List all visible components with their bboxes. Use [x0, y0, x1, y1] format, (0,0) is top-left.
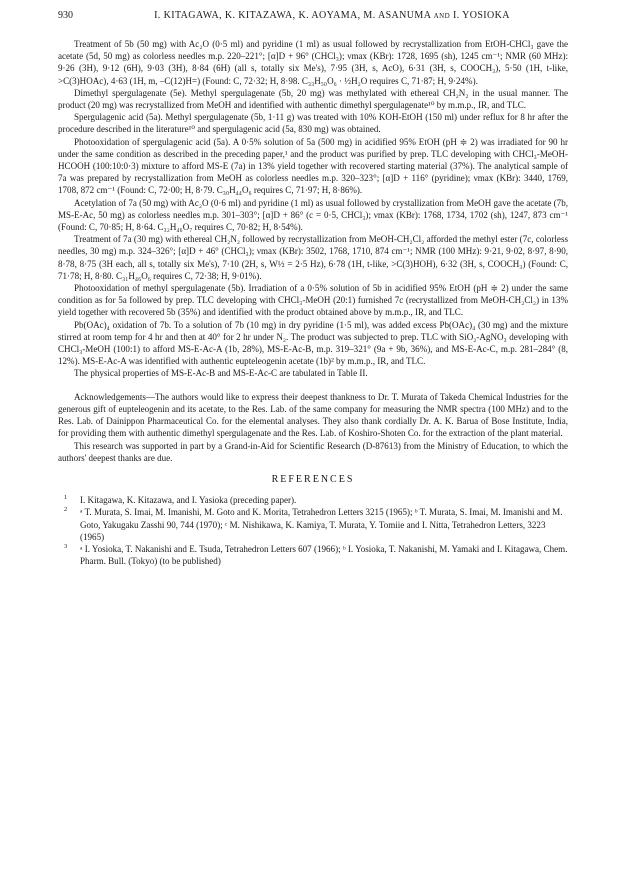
- paragraph-photooxidation-5a: Photooxidation of spergulagenic acid (5a). A 0·5% solution of 5a (500 mg) in acidified 95% EtOH (pH ≑ 2) was irradiated for 90 hr under the same condition as described in the preceding paper,¹ and the product was purified by prep. TLC developing with CHCl₃-MeOH-HCOOH (100:10:0·3) mixture to afford MS-E (7a) in 13% yield together with recovered starting material (37%). The analytical sample of 7a was prepared by recrystallization from MeOH as colorless needles m.p. 320–323°; [α]D + 116° (pyridine); νmax (KBr): 3440, 1769, 1708, 872 cm⁻¹ (Found: C, 72·00; H, 8·79. C₃₀H₄₄O₆ requires C, 71·97; H, 8·86%).: [58, 136, 568, 196]
- reference-list: [58, 494, 568, 567]
- reference-text: I. Kitagawa, K. Kitazawa, and I. Yasioka (preceding paper).: [80, 495, 297, 506]
- reference-number: 1: [64, 494, 68, 502]
- section-gap: [58, 380, 568, 391]
- acknowledgements-paragraph: Acknowledgements—The authors would like to express their deepest thankness to Dr. T. Murata of Takeda Chemical Industries for the generous gift of eupteleogenin and its acetate, to the Res. Lab. of the same company for measuring the NMR spectra (100 MHz) and to the Res. Lab. of Dainippon Pharmaceutical Co. for the elemental analyses. They also thank cordially Dr. A. K. Barua of Bose Institute, India, for providing them with authentic dimethyl spergulagenate and the Res. Lab. of Koshiro-Shoten Co. for the extraction of the plant material.: [58, 391, 568, 439]
- running-head: I. KITAGAWA, K. KITAZAWA, K. AOYAMA, M. ASANUMA and I. YOSIOKA: [154, 10, 510, 21]
- article-body: [58, 38, 568, 567]
- reference-text: ᵃ T. Murata, S. Imai, M. Imanishi, M. Goto and K. Morita, Tetrahedron Letters 3215 (1965); ᵇ T. Murata, S. Imai, M. Imanishi and M. Goto, Yakugaku Zasshi 90, 744 (1970); ᶜ M. Nishikawa, K. Kamiya, T. Murata, Y. Tomiie and I. Nitta, Tetrahedron Letters, 3223 (1965): [80, 507, 563, 542]
- page-header: [58, 10, 566, 21]
- reference-text: ᵃ I. Yosioka, T. Nakanishi and E. Tsuda, Tetrahedron Letters 607 (1966); ᵇ I. Yosioka, T. Nakanishi, M. Yamaki and I. Kitagawa, Chem. Pharm. Bull. (Tokyo) (to be published): [80, 543, 568, 567]
- reference-item: [58, 543, 568, 567]
- page-number: 930: [58, 10, 73, 21]
- reference-item: [58, 506, 568, 543]
- paragraph-spergulagenic-acid: Spergulagenic acid (5a). Methyl spergulagenate (5b, 1·11 g) was treated with 10% KOH-EtOH (150 ml) under reflux for 8 hr after the procedure described in the literature¹⁰ and spergulagenic acid (5a, 830 mg) was obtained.: [58, 112, 568, 135]
- paragraph-physical-properties: The physical properties of MS-E-Ac-B and MS-E-Ac-C are tabulated in Table II.: [74, 368, 368, 379]
- funding-paragraph: This research was supported in part by a Grand-in-Aid for Scientific Research (D-87613) from the Ministry of Education, to which the authors' deepest thanks are due.: [58, 440, 568, 463]
- reference-item: [58, 494, 568, 506]
- paragraph-dimethyl-spergulagenate: Dimethyl spergulagenate (5e). Methyl spergulagenate (5b, 20 mg) was methylated with ethereal CH₂N₂ in the usual manner. The product (20 mg) was recrystallized from MeOH and identified with authentic dimethyl spergulagenate¹⁰ by m.m.p., IR, and TLC.: [58, 87, 568, 111]
- paragraph-methyl-ester-7c: Treatment of 7a (30 mg) with ethereal CH₂N₂ followed by recrystallization from MeOH-CH₂Cl₂ afforded the methyl ester (7c, colorless needles, 30 mg) m.p. 324–326°; [α]D + 46° (CHCl₃); νmax (KBr): 3502, 1768, 1710, 874 cm⁻¹; NMR (100 MHz): 9·21, 9·02, 8·97, 8·90, 8·78, 8·75 (3H each, all s, totally six Me's), 7·10 (2H, s, W½ = 2·5 Hz), 6·78 (1H, t-like, >C(3)HOH), 6·32 (3H, s, COOCH₃) (Found: C, 71·78; H, 8·80. C₃₁H₄₆O₆ requires C, 72·38; H, 9·01%).: [58, 234, 568, 281]
- paragraph-acetate-5d: Treatment of 5b (50 mg) with Ac₂O (0·5 ml) and pyridine (1 ml) as usual followed by recrystallization from EtOH-CHCl₃ gave the acetate (5d, 50 mg) as colorless needles m.p. 220–221°; [α]D + 96° (CHCl₃); νmax (KBr): 1728, 1695 (sh), 1245 cm⁻¹; NMR (60 MHz): 9·26 (3H), 9·12 (6H), 9·03 (3H), 8·84 (6H) (all s, totally six Me's), 7·95 (3H, s, AcO), 6·31 (3H, s, COOCH₃), 5·50 (1H, t-like, >C(3)HOAc), 4·63 (1H, m, –C(12)H=) (Found: C, 72·32; H, 8·98. C₃₃H₅₀O₆ · ½H₂O requires C, 71·87; H, 9·24%).: [58, 39, 568, 86]
- paragraph-photooxidation-5b: Photooxidation of methyl spergulagenate (5b). Irradiation of a 0·5% solution of 5b in acidified 95% EtOH (pH ≑ 2) under the same condition as for 5a followed by prep. TLC developing with CHCl₃-MeOH (20:1) furnished 7c (recrystallized from MeOH-CH₂Cl₂) in 13% yield together with recovered 5b (35%) and identified with the product obtained above by m.m.p., IR, and TLC.: [58, 283, 568, 318]
- paragraph-acetylation-7a: Acetylation of 7a (50 mg) with Ac₂O (0·6 ml) and pyridine (1 ml) as usual followed by crystallization from MeOH gave the acetate (7b, MS-E-Ac, 50 mg) as colorless needles m.p. 301–303°; [α]D + 86° (c = 0·5, CHCl₃); νmax (KBr): 1768, 1734, 1702 (sh), 1247, 873 cm⁻¹ (Found: C, 70·85; H, 8·64. C₃₂H₄₆O₇ requires C, 70·82; H, 8·54%).: [58, 197, 568, 233]
- reference-number: 2: [64, 506, 68, 514]
- references-heading: REFERENCES: [271, 473, 355, 485]
- paragraph-pb-oxidation: Pb(OAc)₄ oxidation of 7b. To a solution of 7b (10 mg) in dry pyridine (1·5 ml), was added excess Pb(OAc)₄ (30 mg) and the mixture stirred at room temp for 4 hr and then at 40° for 2 hr under N₂. The product was subjected to prep. TLC with SiO₂-AgNO₃ developing with CHCl₃-MeOH (100:1) to afford MS-E-Ac-A (1b, 28%), MS-E-Ac-B, m.p. 319–321° (9a + 9b, 36%), and MS-E-Ac-C, m.p. 281–284° (8, 12%). MS-E-Ac-A was identified with authentic eupteleogenin acetate (1b)² by m.m.p., IR, and TLC.: [58, 319, 568, 367]
- reference-number: 3: [64, 542, 68, 550]
